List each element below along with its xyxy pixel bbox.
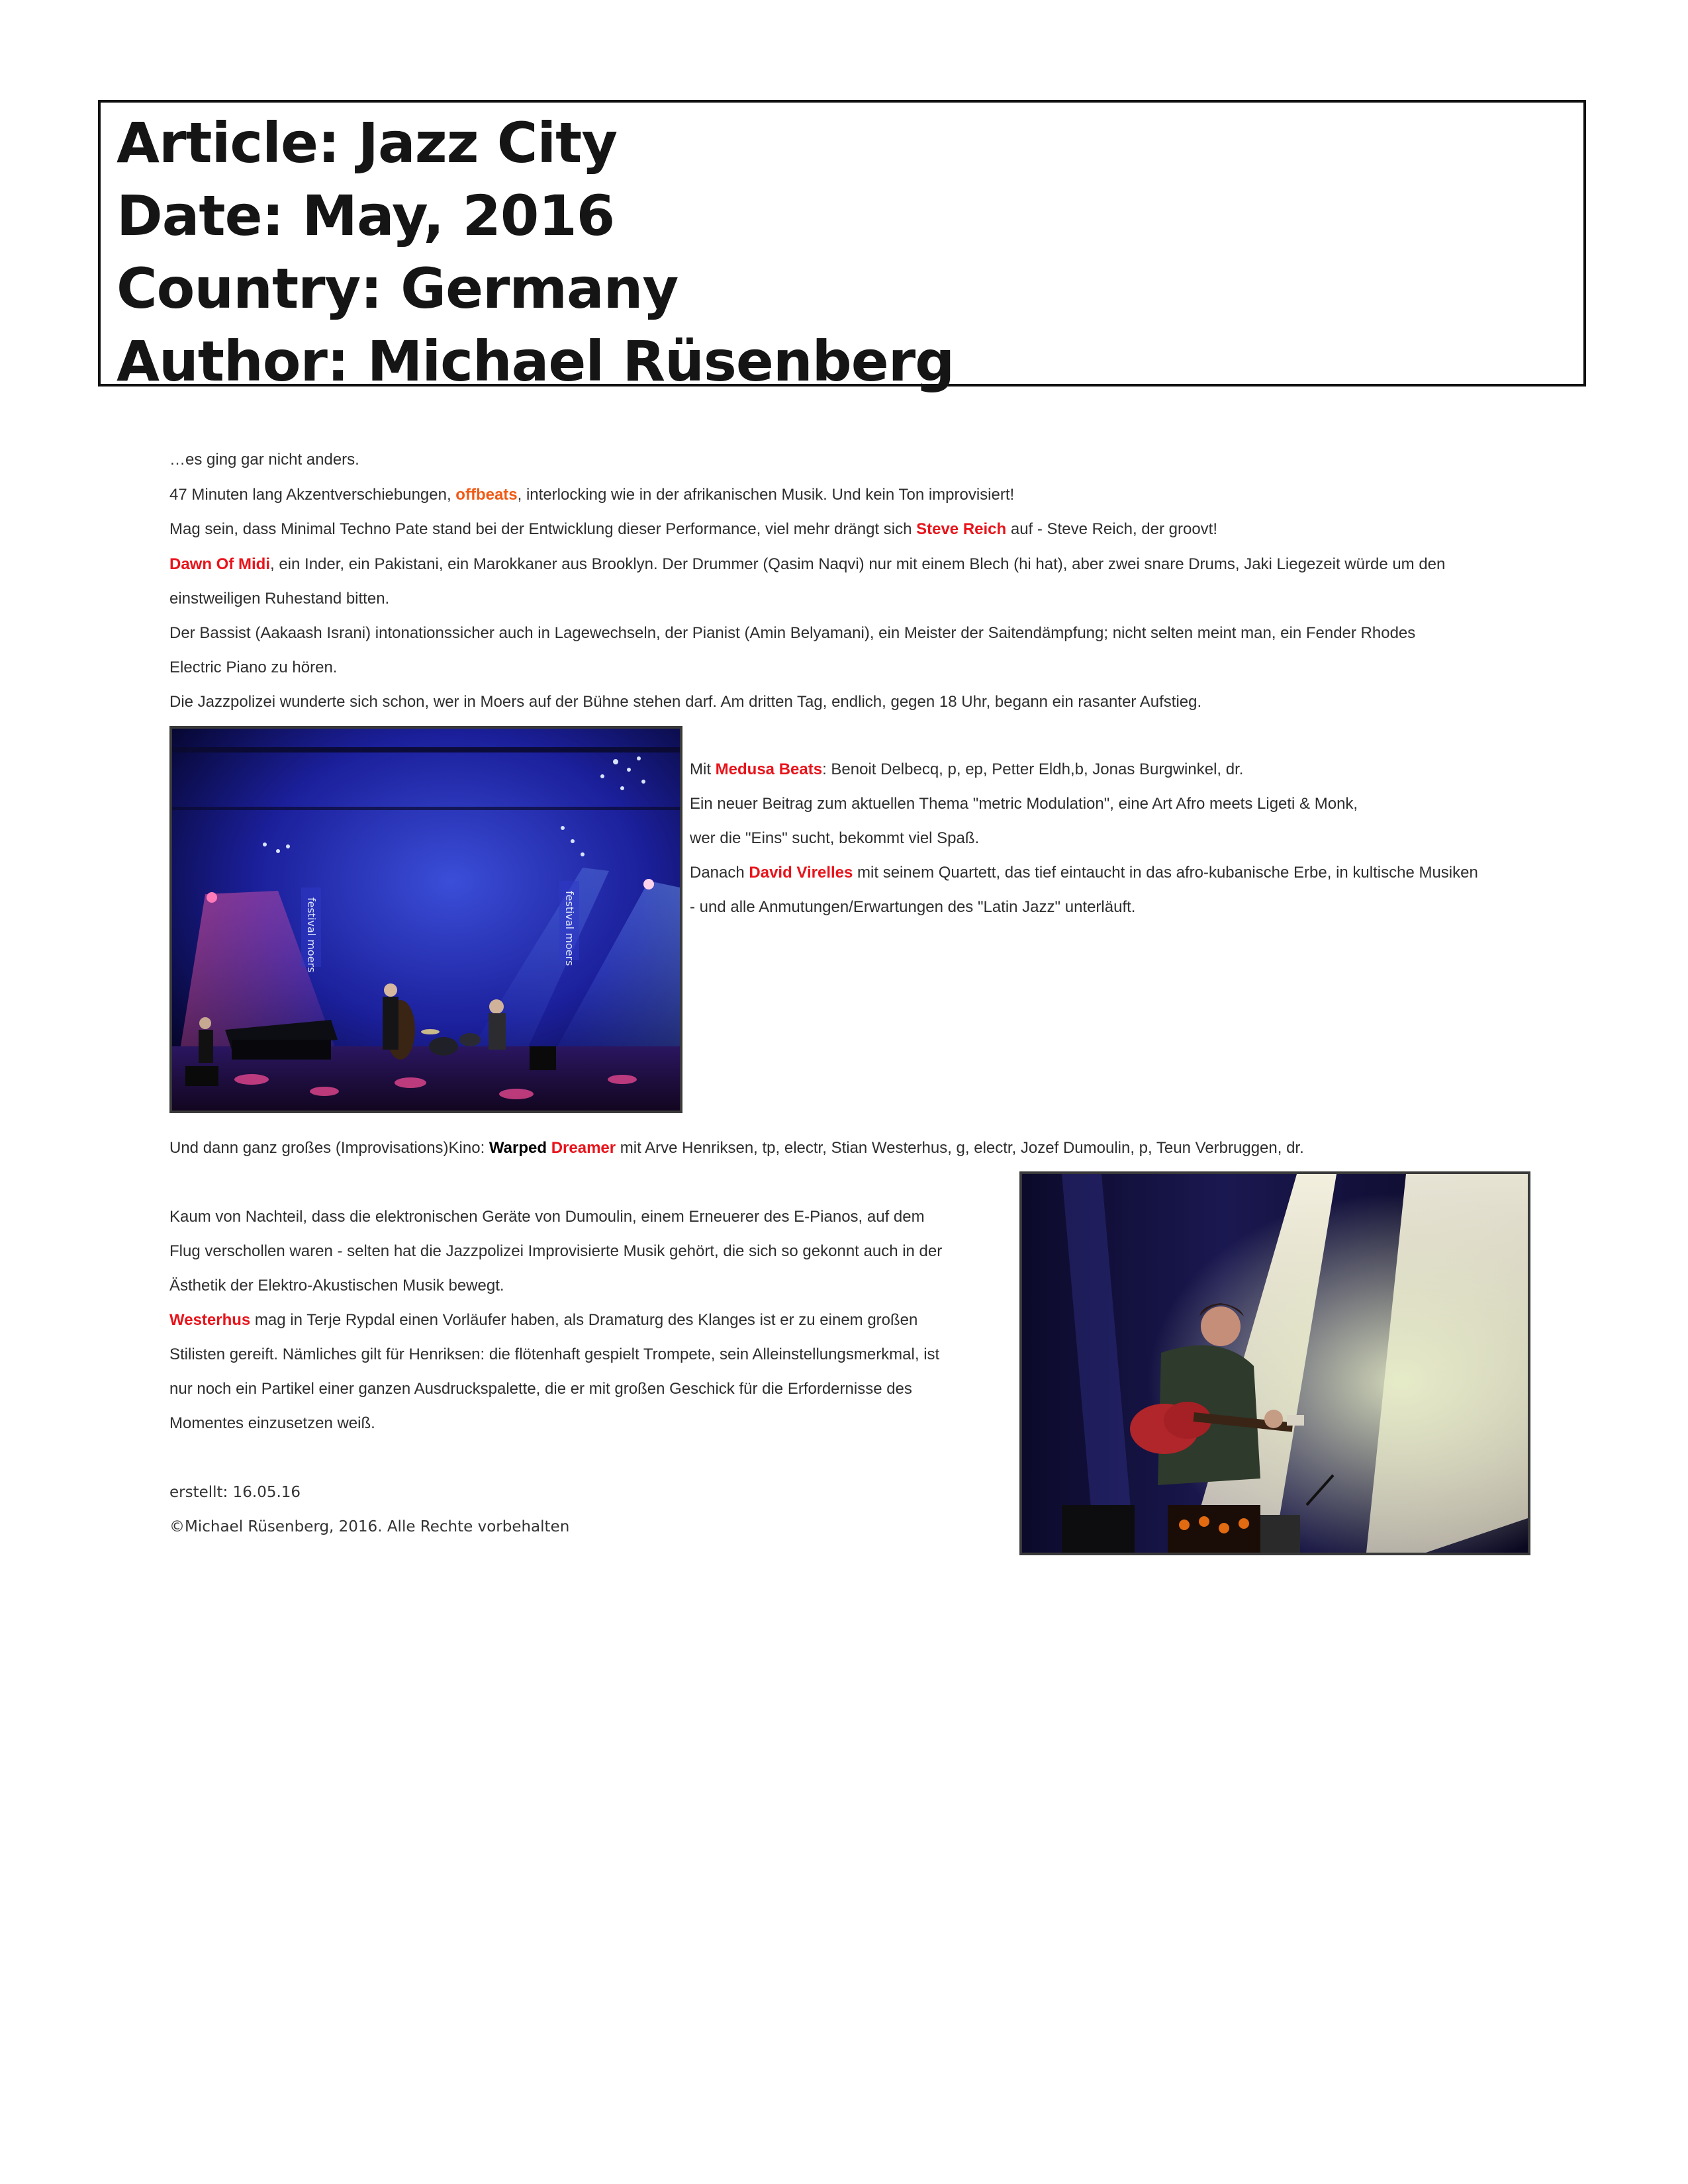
article-country: Country: Germany: [117, 256, 679, 321]
stage-photo-graphic: [172, 729, 680, 1111]
steve-reich-link[interactable]: Steve Reich: [916, 520, 1007, 538]
article-header: [98, 100, 1586, 394]
copyright: ©Michael Rüsenberg, 2016. Alle Rechte vorbehalten: [169, 1518, 570, 1535]
guitarist-photo-graphic: [1022, 1174, 1528, 1553]
paragraph: Der Bassist (Aakaash Israni) intonationssicher auch in Lagewechseln, der Pianist (Amin Belyamani), ein Meister der Saitendämpfung; nicht selten meint man, ein Fender Rhodes: [169, 624, 1416, 642]
paragraph: wer die "Eins" sucht, bekommt viel Spaß.: [690, 829, 980, 847]
paragraph: …es ging gar nicht anders.: [169, 451, 359, 469]
paragraph: Danach David Virelles mit seinem Quartett, das tief eintaucht in das afro-kubanische Erbe, in kultische Musiken: [690, 864, 1478, 882]
article-title: Article: Jazz City: [117, 111, 618, 175]
dawn-of-midi-link[interactable]: Dawn Of Midi: [169, 555, 270, 573]
paragraph: - und alle Anmutungen/Erwartungen des "Latin Jazz" unterläuft.: [690, 898, 1136, 916]
paragraph: Die Jazzpolizei wunderte sich schon, wer in Moers auf der Bühne stehen darf. Am dritten Tag, endlich, gegen 18 Uhr, begann ein rasanter Aufstieg.: [169, 693, 1202, 711]
created-date: erstellt: 16.05.16: [169, 1484, 301, 1501]
paragraph: Kaum von Nachteil, dass die elektronischen Geräte von Dumoulin, einem Erneuerer des E-Pianos, auf dem: [169, 1208, 925, 1226]
paragraph: Mit Medusa Beats: Benoit Delbecq, p, ep, Petter Eldh,b, Jonas Burgwinkel, dr.: [690, 760, 1244, 778]
paragraph: Ein neuer Beitrag zum aktuellen Thema "metric Modulation", eine Art Afro meets Ligeti & Monk,: [690, 795, 1358, 813]
westerhus-link[interactable]: Westerhus: [169, 1311, 251, 1329]
paragraph: 47 Minuten lang Akzentverschiebungen, offbeats, interlocking wie in der afrikanischen Musik. Und kein Ton improvisiert!: [169, 486, 1015, 504]
medusa-beats-link[interactable]: Medusa Beats: [715, 760, 823, 778]
paragraph: Mag sein, dass Minimal Techno Pate stand bei der Entwicklung dieser Performance, viel mehr drängt sich Steve Reich auf - Steve Reich, der groovt!: [169, 520, 1218, 538]
article-author: Author: Michael Rüsenberg: [117, 329, 955, 394]
stage-banner-left-text: festival moers: [305, 897, 318, 973]
warped-dreamer-link[interactable]: Dreamer: [551, 1139, 616, 1157]
david-virelles-link[interactable]: David Virelles: [749, 864, 853, 882]
paragraph: Stilisten gereift. Nämliches gilt für Henriksen: die flötenhaft gespielt Trompete, sein Alleinstellungsmerkmal, ist: [169, 1345, 940, 1363]
paragraph: Dawn Of Midi, ein Inder, ein Pakistani, ein Marokkaner aus Brooklyn. Der Drummer (Qasim Naqvi) nur mit einem Blech (hi hat), aber zwei snare Drums, Jaki Liegezeit würde um den: [169, 555, 1446, 573]
paragraph: Flug verschollen waren - selten hat die Jazzpolizei Improvisierte Musik gehört, die sich so gekonnt auch in der: [169, 1242, 943, 1260]
paragraph: einstweiligen Ruhestand bitten.: [169, 590, 390, 608]
article-date: Date: May, 2016: [117, 183, 615, 248]
concert-stage-photo: [169, 726, 682, 1113]
guitarist-photo: [1019, 1171, 1530, 1555]
paragraph: Westerhus mag in Terje Rypdal einen Vorläufer haben, als Dramaturg des Klanges ist er zu einem großen: [169, 1311, 918, 1329]
stage-banner-right-text: festival moers: [563, 891, 576, 966]
paragraph: Und dann ganz großes (Improvisations)Kino: Warped Dreamer mit Arve Henriksen, tp, electr, Stian Westerhus, g, electr, Jozef Dumoulin, p, Teun Verbruggen, dr.: [169, 1139, 1304, 1157]
paragraph: Electric Piano zu hören.: [169, 659, 338, 676]
paragraph: nur noch ein Partikel einer ganzen Ausdruckspalette, die er mit großen Geschick für die Erfordernisse des: [169, 1380, 912, 1398]
paragraph: Momentes einzusetzen weiß.: [169, 1414, 375, 1432]
paragraph: Ästhetik der Elektro-Akustischen Musik bewegt.: [169, 1277, 504, 1295]
offbeats-link[interactable]: offbeats: [455, 486, 518, 504]
